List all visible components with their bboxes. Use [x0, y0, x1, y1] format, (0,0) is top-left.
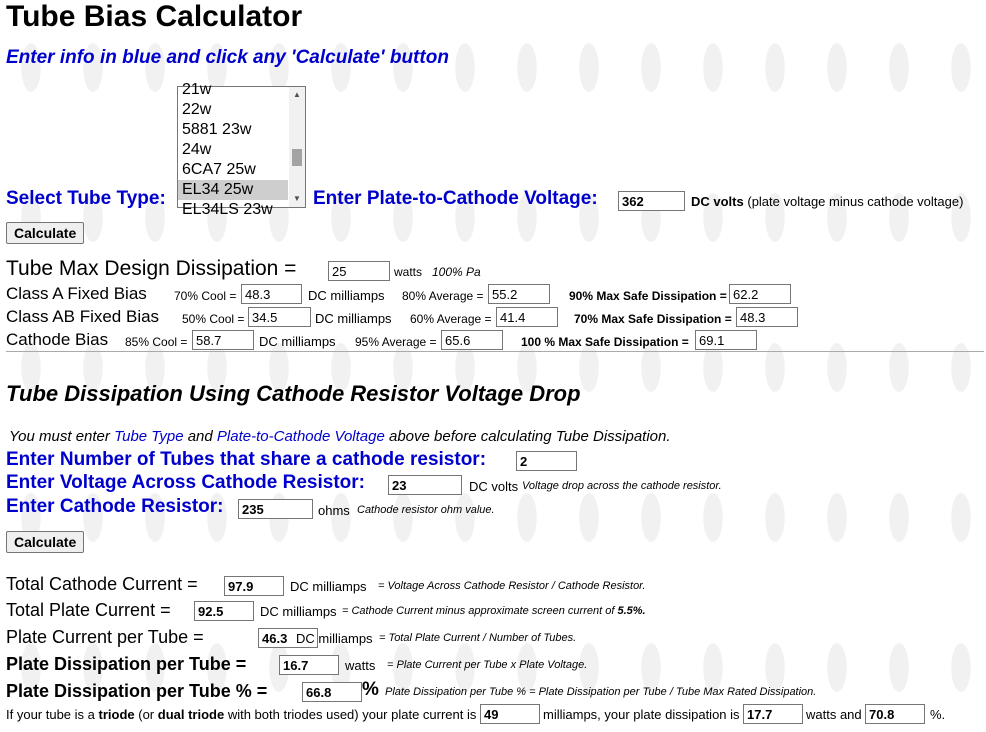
plate-per-tube-label: Plate Current per Tube = — [6, 627, 204, 647]
cathode-resistor-input[interactable] — [238, 499, 313, 519]
plate-voltage-input[interactable] — [618, 191, 685, 211]
diss-pct-note: Plate Dissipation per Tube % = Plate Dissipation per Tube / Tube Max Rated Dissipation. — [385, 686, 817, 698]
page-subtitle: Enter info in blue and click any 'Calculate' button — [6, 47, 449, 68]
max-dissipation-label: Tube Max Design Dissipation = — [6, 257, 297, 280]
tube-type-listbox[interactable] — [177, 81, 306, 218]
instr-pre: You must enter — [9, 428, 115, 445]
diss-per-tube-label: Plate Dissipation per Tube = — [6, 654, 247, 674]
class-a-max-label: 90% Max Safe Dissipation = — [569, 289, 727, 303]
total-plate-note: = Cathode Current minus approximate screen current of — [342, 605, 618, 617]
cathode-bias-avg-label: 95% Average = — [355, 335, 437, 349]
class-a-max-input[interactable] — [729, 284, 791, 304]
total-cathode-unit: DC milliamps — [290, 579, 367, 594]
diss-pct-label: Plate Dissipation per Tube % = — [6, 681, 268, 701]
class-a-cool-input[interactable] — [241, 284, 302, 304]
class-a-label: Class A Fixed Bias — [6, 284, 147, 303]
triode-bold: triode — [98, 707, 135, 722]
listbox-scrollbar[interactable] — [289, 87, 305, 207]
class-ab-avg-input[interactable] — [496, 307, 558, 327]
class-ab-label: Class AB Fixed Bias — [6, 307, 160, 326]
max-dissipation-input[interactable] — [328, 261, 390, 281]
total-cathode-input[interactable] — [224, 576, 284, 596]
class-ab-max-label: 70% Max Safe Dissipation = — [574, 312, 732, 326]
cathode-resistor-label: Enter Cathode Resistor: — [6, 496, 224, 517]
triode-t3: with both triodes used) your plate current is — [224, 707, 477, 722]
triode-t6: %. — [930, 707, 946, 722]
tube-option[interactable]: EL34LS 23w — [182, 201, 273, 218]
plate-voltage-unit: DC volts — [691, 194, 744, 209]
class-ab-avg-label: 60% Average = — [410, 312, 492, 326]
instr-post: above before calculating Tube Dissipation. — [384, 428, 671, 445]
total-plate-input[interactable] — [194, 601, 254, 621]
cathode-voltage-note: Voltage drop across the cathode resistor. — [522, 480, 722, 492]
section-divider — [6, 351, 984, 352]
class-ab-cool-input[interactable] — [248, 307, 311, 327]
triode-t2: (or — [134, 707, 158, 722]
class-a-unit: DC milliamps — [308, 288, 385, 303]
total-cathode-note: = Voltage Across Cathode Resistor / Cathode Resistor. — [378, 580, 646, 592]
cathode-voltage-unit: DC volts — [469, 479, 519, 494]
cathode-voltage-input[interactable] — [388, 475, 462, 495]
triode-dissipation-input[interactable] — [743, 704, 803, 724]
cathode-resistor-note: Cathode resistor ohm value. — [357, 504, 495, 516]
total-plate-unit: DC milliamps — [260, 604, 337, 619]
cathode-bias-unit: DC milliamps — [259, 334, 336, 349]
diss-per-tube-unit: watts — [345, 658, 376, 673]
instr-tube-type: Tube Type — [114, 428, 184, 445]
page-title: Tube Bias Calculator — [6, 0, 303, 33]
diss-per-tube-note: = Plate Current per Tube x Plate Voltage. — [387, 659, 588, 671]
dual-triode-bold: dual triode — [157, 707, 225, 722]
triode-current-input[interactable] — [480, 704, 540, 724]
max-dissipation-unit: watts — [394, 265, 423, 279]
triode-t4: milliamps, your plate dissipation is — [543, 707, 740, 722]
class-ab-unit: DC milliamps — [315, 311, 392, 326]
cathode-bias-max-input[interactable] — [695, 330, 757, 350]
diss-pct-input[interactable] — [302, 682, 362, 702]
diss-pct-unit: % — [362, 679, 379, 700]
plate-voltage-unit-line — [691, 194, 963, 209]
tube-option-selected[interactable]: EL34 25w — [178, 180, 288, 200]
screen-current-pct: 5.5%. — [617, 605, 646, 617]
max-dissipation-note: 100% Pa — [432, 265, 481, 279]
class-a-cool-label: 70% Cool = — [174, 289, 237, 303]
class-a-avg-label: 80% Average = — [402, 289, 484, 303]
diss-per-tube-input[interactable] — [279, 655, 339, 675]
plate-per-tube-unit: DC milliamps — [296, 631, 373, 646]
plate-voltage-note: (plate voltage minus cathode voltage) — [747, 194, 964, 209]
cathode-bias-max-label: 100 % Max Safe Dissipation = — [521, 335, 689, 349]
instr-and: and — [183, 428, 217, 445]
triode-t1: If your tube is a — [6, 707, 99, 722]
triode-t5: watts and — [806, 707, 862, 722]
section2-instructions — [9, 428, 671, 445]
cathode-resistor-unit: ohms — [318, 503, 350, 518]
scroll-down-icon[interactable]: ▼ — [293, 194, 301, 203]
instr-plate-voltage: Plate-to-Cathode Voltage — [216, 428, 385, 445]
scroll-up-icon[interactable]: ▲ — [293, 90, 301, 99]
total-plate-note-line — [342, 605, 646, 617]
calculate-button-2[interactable]: Calculate — [6, 531, 84, 553]
class-ab-cool-label: 50% Cool = — [182, 312, 245, 326]
triode-text — [6, 707, 476, 722]
tube-option[interactable]: 22w — [182, 101, 212, 118]
total-plate-label: Total Plate Current = — [6, 600, 171, 620]
cathode-bias-label: Cathode Bias — [6, 330, 109, 349]
cathode-bias-cool-input[interactable] — [192, 330, 254, 350]
class-ab-max-input[interactable] — [736, 307, 798, 327]
cathode-bias-avg-input[interactable] — [441, 330, 503, 350]
tube-option[interactable]: 21w — [182, 81, 212, 98]
scroll-thumb[interactable] — [292, 149, 302, 166]
plate-per-tube-note: = Total Plate Current / Number of Tubes. — [379, 632, 577, 644]
cathode-bias-cool-label: 85% Cool = — [125, 335, 188, 349]
section2-title: Tube Dissipation Using Cathode Resistor Voltage Drop — [6, 381, 581, 406]
total-cathode-label: Total Cathode Current = — [6, 574, 198, 594]
tube-option[interactable]: 24w — [182, 141, 212, 158]
num-tubes-label: Enter Number of Tubes that share a cathode resistor: — [6, 449, 487, 470]
tube-type-label: Select Tube Type: — [6, 188, 166, 209]
triode-percent-input[interactable] — [865, 704, 925, 724]
class-a-avg-input[interactable] — [488, 284, 550, 304]
tube-option[interactable]: 5881 23w — [182, 121, 252, 138]
calculate-button-1[interactable]: Calculate — [6, 222, 84, 244]
num-tubes-input[interactable] — [516, 451, 577, 471]
tube-option[interactable]: 6CA7 25w — [182, 161, 256, 178]
cathode-voltage-label: Enter Voltage Across Cathode Resistor: — [6, 472, 365, 493]
plate-voltage-label: Enter Plate-to-Cathode Voltage: — [313, 188, 598, 209]
